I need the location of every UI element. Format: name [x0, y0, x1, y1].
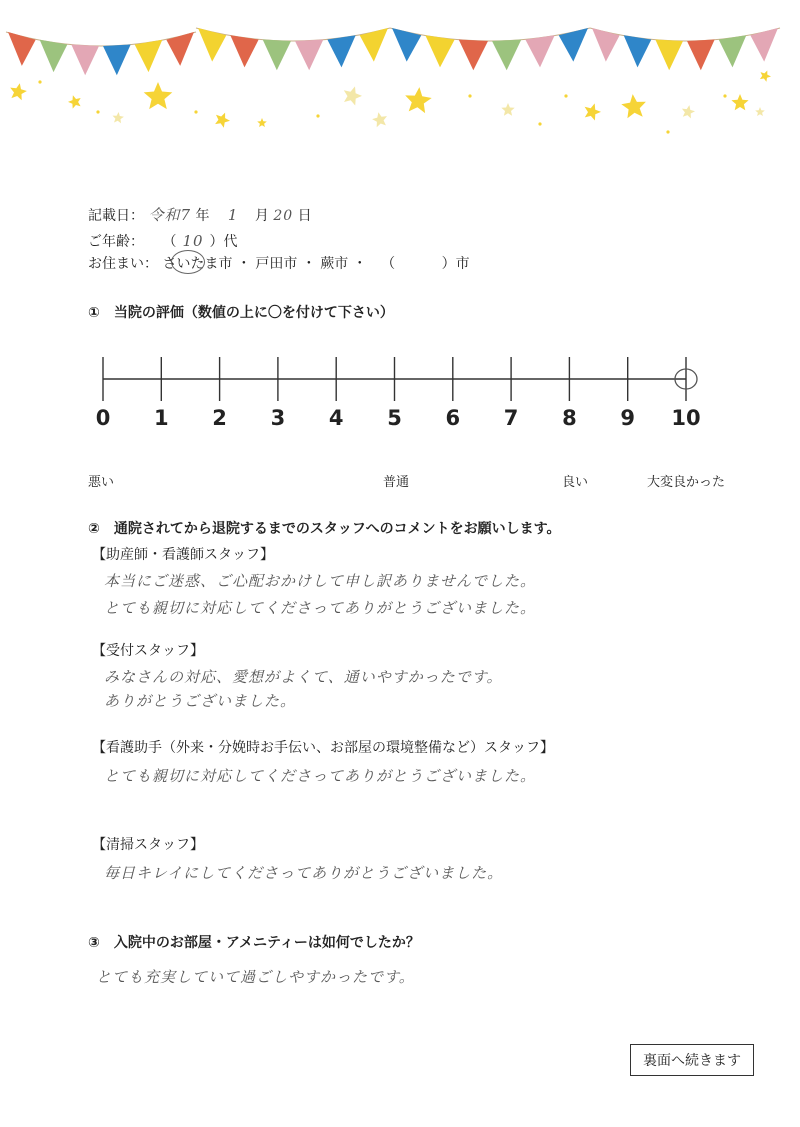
scale-tick-label: 7	[503, 406, 519, 430]
record-day: 20	[273, 208, 294, 224]
residence-other-close: ）市	[441, 256, 470, 272]
residence-separator: ・	[236, 256, 251, 272]
star-icon	[731, 94, 748, 110]
age-label: ご年齢：	[88, 234, 144, 250]
record-era: 令和	[148, 206, 181, 224]
reception-comment-line: ありがとうございました。	[104, 692, 297, 710]
star-icon	[10, 83, 27, 100]
star-icon	[215, 113, 230, 128]
month-label: 月	[254, 208, 269, 224]
bunting-flag	[687, 40, 715, 71]
section3-title: ③ 入院中のお部屋・アメニティーは如何でしたか？	[88, 935, 420, 951]
scale-label-very-good: 大変良かった	[647, 475, 726, 490]
scale-tick-label: 1	[153, 406, 169, 430]
bunting-string	[6, 32, 196, 46]
star-icon	[113, 112, 124, 123]
bunting-flag	[392, 28, 421, 62]
residence-separator: ・	[352, 256, 367, 272]
sparkle-dot	[468, 94, 471, 97]
day-label: 日	[297, 208, 312, 224]
scale-tick-label: 0	[95, 406, 111, 430]
bunting-flag	[624, 35, 652, 67]
record-date-label: 記載日：	[88, 208, 144, 224]
bunting-flag	[592, 28, 620, 62]
bunting-flag	[103, 44, 131, 75]
bunting-flag	[295, 40, 323, 71]
reception-heading: 【受付スタッフ】	[92, 643, 204, 659]
bunting-banner	[0, 0, 800, 150]
cleaning-heading: 【清掃スタッフ】	[92, 837, 204, 853]
record-date-row	[88, 204, 312, 225]
residence-other-open: （	[381, 256, 396, 272]
scale-tick-label: 8	[562, 406, 577, 430]
residence-toda: 戸田市	[255, 256, 298, 272]
continue-on-back-label	[630, 1044, 754, 1076]
star-icon	[372, 112, 387, 127]
age-value: 10	[182, 232, 204, 250]
sparkle-dot	[564, 94, 567, 97]
star-icon	[755, 107, 765, 116]
star-icon	[760, 71, 771, 82]
cleaning-comment-line: 毎日キレイにしてくださってありがとうございました。	[104, 864, 504, 882]
bunting-flag	[459, 40, 488, 71]
nursing-assistant-heading: 【看護助手（外来・分娩時お手伝い、お部屋の環境整備など）スタッフ】	[92, 740, 554, 756]
bunting-flag	[327, 35, 355, 67]
star-icon	[585, 103, 601, 120]
bunting-flag	[559, 28, 588, 62]
residence-circle-mark	[171, 250, 205, 274]
scale-label-bad: 悪い	[88, 475, 115, 490]
scale-tick-label: 10	[671, 406, 701, 430]
bunting-string	[196, 28, 390, 41]
sparkle-dot	[96, 110, 99, 113]
star-icon	[621, 94, 646, 118]
bunting-flag	[750, 28, 778, 62]
reception-comment-line: みなさんの対応、愛想がよくて、通いやすかったです。	[104, 668, 503, 686]
record-month: 1	[227, 206, 239, 224]
age-row	[88, 231, 238, 251]
bunting-flag	[8, 32, 36, 66]
residence-warabi: 蕨市	[320, 256, 349, 272]
scale-tick-label: 5	[387, 406, 402, 430]
residence-label: お住まい：	[88, 256, 158, 272]
scale-label-normal: 普通	[383, 475, 410, 490]
scale-tick-label: 9	[620, 406, 635, 430]
sparkle-dot	[38, 80, 41, 83]
star-icon	[68, 95, 81, 108]
sparkle-dot	[194, 110, 197, 113]
rating-scale	[0, 345, 800, 445]
midwife-nurse-heading: 【助産師・看護師スタッフ】	[92, 547, 274, 563]
bunting-flag	[166, 32, 194, 66]
bunting-flag	[525, 35, 554, 67]
residence-separator: ・	[301, 256, 316, 272]
sparkle-dot	[316, 114, 319, 117]
bunting-flag	[198, 28, 226, 62]
star-icon	[257, 118, 267, 127]
bunting-flag	[71, 44, 99, 75]
scale-tick-label: 3	[270, 406, 286, 430]
section1-title: ① 当院の評価（数値の上に〇を付けて下さい）	[88, 305, 394, 321]
bunting-string	[590, 28, 780, 41]
bunting-flag	[492, 40, 521, 71]
residence-row	[88, 253, 470, 273]
nursing-assistant-comment-line: とても親切に対応してくださってありがとうございました。	[104, 767, 537, 785]
scale-tick-label: 4	[328, 406, 344, 430]
bunting-flag	[360, 28, 388, 62]
bunting-flag	[655, 40, 683, 71]
age-close: ）代	[209, 234, 238, 250]
midwife-nurse-comment-line: 本当にご迷惑、ご心配おかけして申し訳ありませんでした。	[104, 572, 537, 590]
bunting-flag	[719, 35, 747, 67]
record-year: 7	[180, 206, 192, 224]
residence-saitama: さいたま市	[162, 256, 233, 272]
sparkle-dot	[723, 94, 726, 97]
bunting-string	[390, 28, 590, 41]
star-icon	[501, 103, 514, 116]
bunting-flag	[425, 35, 454, 67]
star-icon	[682, 105, 695, 118]
bunting-flag	[230, 35, 258, 67]
bunting-flag	[135, 40, 163, 72]
sparkle-dot	[538, 122, 541, 125]
section2-title: ② 通院されてから退院するまでのスタッフへのコメントをお願いします。	[88, 521, 561, 537]
bunting-flag	[263, 40, 291, 71]
scale-tick-label: 6	[445, 406, 461, 430]
star-icon	[405, 87, 432, 113]
midwife-nurse-comment-line: とても親切に対応してくださってありがとうございました。	[104, 599, 537, 617]
sparkle-dot	[666, 130, 669, 133]
star-icon	[144, 82, 173, 109]
amenity-comment: とても充実していて過ごしやすかったです。	[96, 968, 415, 986]
bunting-flag	[40, 40, 68, 72]
continue-text: 裏面へ続きます	[643, 1053, 741, 1069]
year-label: 年	[195, 208, 210, 224]
star-icon	[344, 86, 362, 105]
scale-label-good: 良い	[562, 475, 589, 490]
scale-tick-label: 2	[212, 406, 227, 430]
age-open: （	[162, 234, 177, 250]
